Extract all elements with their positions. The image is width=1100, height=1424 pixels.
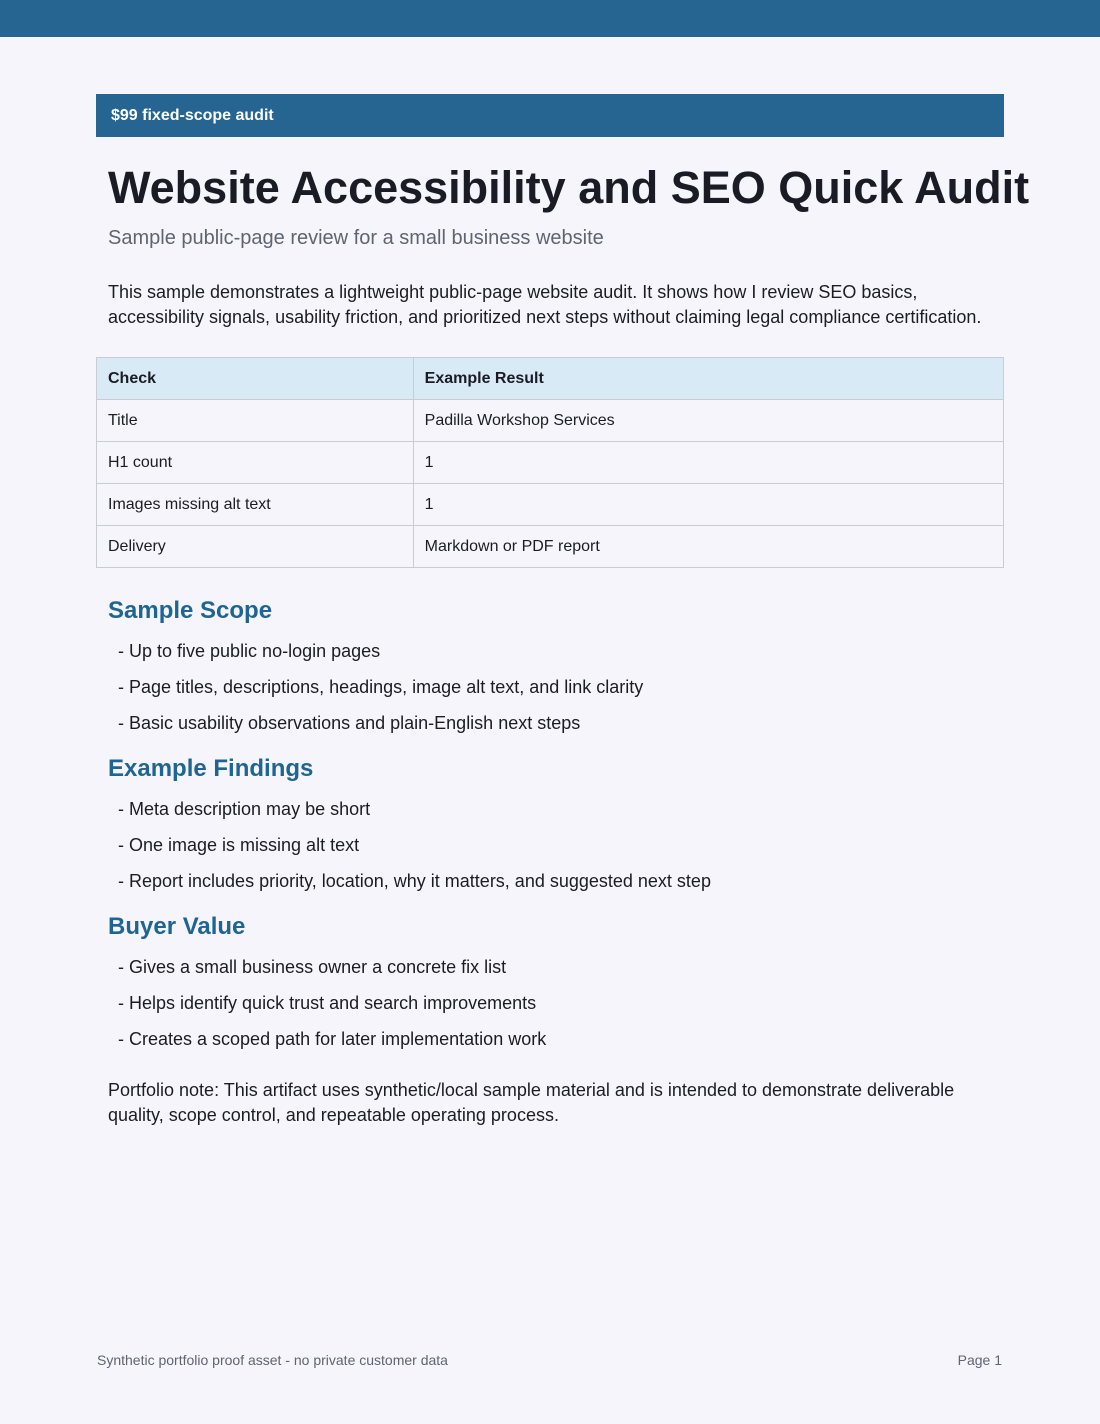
audit-summary-table — [96, 357, 1004, 568]
list-item: - Up to five public no-login pages — [118, 641, 381, 661]
list-item: - Report includes priority, location, why it matters, and suggested next step — [118, 871, 711, 891]
table-cell-result: Markdown or PDF report — [413, 526, 1003, 568]
table-row — [97, 526, 1004, 568]
table-cell-result: 1 — [413, 484, 1003, 526]
intro-paragraph: This sample demonstrates a lightweight public-page website audit. It shows how I review SEO basics, accessibility signals, usability friction, and prioritized next steps without claiming legal compliance certification. — [108, 282, 982, 327]
section-heading: Buyer Value — [108, 913, 246, 940]
table-cell-result: 1 — [413, 442, 1003, 484]
list-item: - Helps identify quick trust and search improvements — [118, 993, 537, 1013]
list-item: - One image is missing alt text — [118, 835, 360, 855]
bullet-list — [118, 791, 711, 899]
portfolio-note: Portfolio note: This artifact uses synthetic/local sample material and is intended to demonstrate deliverable quality, scope control, and repeatable operating process. — [108, 1080, 955, 1125]
page-title: Website Accessibility and SEO Quick Audit — [108, 162, 1030, 213]
table-cell-check: H1 count — [97, 442, 414, 484]
top-bar — [0, 0, 1100, 37]
section-heading: Example Findings — [108, 755, 314, 782]
section-buyer-value — [108, 913, 546, 1057]
price-banner-label: $99 fixed-scope audit — [111, 106, 274, 124]
section-sample-scope — [108, 597, 643, 741]
page-subtitle: Sample public-page review for a small business website — [108, 227, 604, 249]
bullet-list — [118, 949, 546, 1057]
table-cell-check: Title — [97, 400, 414, 442]
section-heading: Sample Scope — [108, 597, 273, 624]
bullet-list — [118, 633, 643, 741]
column-header-check: Check — [97, 358, 414, 400]
list-item: - Creates a scoped path for later implementation work — [118, 1029, 547, 1049]
column-header-example-result: Example Result — [413, 358, 1003, 400]
table-row — [97, 442, 1004, 484]
list-item: - Basic usability observations and plain-English next steps — [118, 713, 581, 733]
list-item: - Gives a small business owner a concrete fix list — [118, 957, 507, 977]
table-cell-check: Images missing alt text — [97, 484, 414, 526]
price-banner — [96, 94, 1004, 137]
footer-disclaimer: Synthetic portfolio proof asset - no private customer data — [97, 1352, 448, 1368]
list-item: - Meta description may be short — [118, 799, 371, 819]
list-item: - Page titles, descriptions, headings, image alt text, and link clarity — [118, 677, 644, 697]
table-row — [97, 400, 1004, 442]
table-row — [97, 484, 1004, 526]
page-number: Page 1 — [957, 1352, 1002, 1368]
table-cell-check: Delivery — [97, 526, 414, 568]
table-header-row — [97, 358, 1004, 400]
section-example-findings — [108, 755, 711, 899]
table-cell-result: Padilla Workshop Services — [413, 400, 1003, 442]
